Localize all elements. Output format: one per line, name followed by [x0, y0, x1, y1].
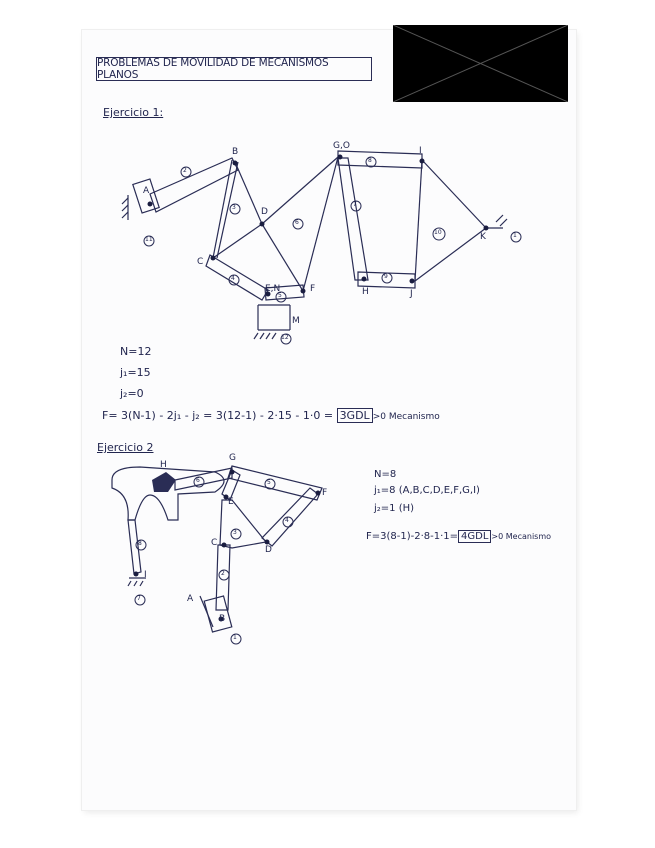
ex1-n-value: N=12 — [120, 345, 152, 358]
joint-label-e-n: E,N — [265, 284, 281, 294]
joint-label-i: I — [419, 146, 422, 156]
ex2-conclusion: >0 Mecanismo — [491, 532, 552, 541]
link-number-3: 3 — [232, 204, 236, 211]
ex1-formula: F= 3(N-1) - 2j₁ - j₂ = 3(12-1) - 2·15 - 1·0 = — [102, 409, 334, 422]
ex2-joint-label-d: D — [265, 545, 272, 555]
ex2-link-number-3: 3 — [233, 529, 237, 536]
link-number-10: 10 — [434, 229, 442, 236]
joint-label-k: K — [480, 232, 486, 242]
joint-label-f: F — [310, 284, 316, 294]
ex2-result: 4GDL — [458, 530, 491, 543]
joint-label-m: M — [292, 316, 300, 326]
link-number-1: 1 — [513, 232, 517, 239]
joint-label-d: D — [261, 207, 268, 217]
joint-label-h: H — [362, 287, 369, 297]
joint-label-b: B — [232, 147, 239, 157]
link-number-6: 6 — [295, 219, 299, 226]
link-number-5: 5 — [278, 292, 282, 299]
link-number-9: 9 — [384, 273, 388, 280]
joint-label-a: A — [143, 186, 150, 196]
ex2-joint-label-b: B — [219, 614, 226, 624]
ex1-conclusion: >0 Mecanismo — [372, 412, 440, 422]
ex1-j1-value: j₁=15 — [120, 366, 151, 379]
ex2-joint-label-a: A — [187, 594, 194, 604]
exercise-1-heading: Ejercicio 1: — [103, 106, 164, 119]
ex2-link-number-8: 8 — [138, 540, 142, 547]
ex2-link-number-7: 7 — [137, 595, 141, 602]
ex2-link-number-2: 2 — [221, 570, 225, 577]
ex2-joint-label-h: H — [160, 460, 167, 470]
ex2-link-number-5: 5 — [267, 479, 271, 486]
joint-label-j: J — [410, 289, 413, 299]
link-number-11: 11 — [145, 236, 153, 243]
ex2-j1-value: j₁=8 (A,B,C,D,E,F,G,I) — [374, 485, 480, 496]
ex2-link-number-4: 4 — [285, 517, 289, 524]
ex2-formula: F=3(8-1)-2·8-1·1= — [366, 531, 459, 542]
ex2-link-number-6: 6 — [196, 477, 200, 484]
document-title: PROBLEMAS DE MOVILIDAD DE MECANISMOS PLANOS — [96, 57, 372, 81]
ex2-joint-label-c: C — [211, 538, 218, 548]
ex1-j2-value: j₂=0 — [120, 387, 144, 400]
link-number-12: 12 — [281, 334, 289, 341]
ex2-joint-label-i: I — [144, 570, 147, 580]
ex2-joint-label-f: F — [322, 488, 328, 498]
ex1-result: 3GDL — [337, 408, 373, 423]
ex2-j2-value: j₂=1 (H) — [374, 503, 415, 514]
link-number-2: 2 — [183, 167, 187, 174]
ex2-n-value: N=8 — [374, 469, 397, 480]
link-number-8: 8 — [368, 157, 372, 164]
link-number-7: 7 — [353, 201, 357, 208]
ex2-formula-line — [366, 531, 551, 542]
exercise-2-heading: Ejercicio 2 — [97, 441, 154, 454]
ex2-joint-label-g: G — [229, 453, 236, 463]
joint-label-c: C — [197, 257, 204, 267]
joint-label-g-o: G,O — [333, 141, 350, 151]
ex2-joint-label-e: E — [228, 497, 234, 507]
link-number-4: 4 — [231, 275, 235, 282]
ex2-link-number-1: 1 — [233, 634, 237, 641]
